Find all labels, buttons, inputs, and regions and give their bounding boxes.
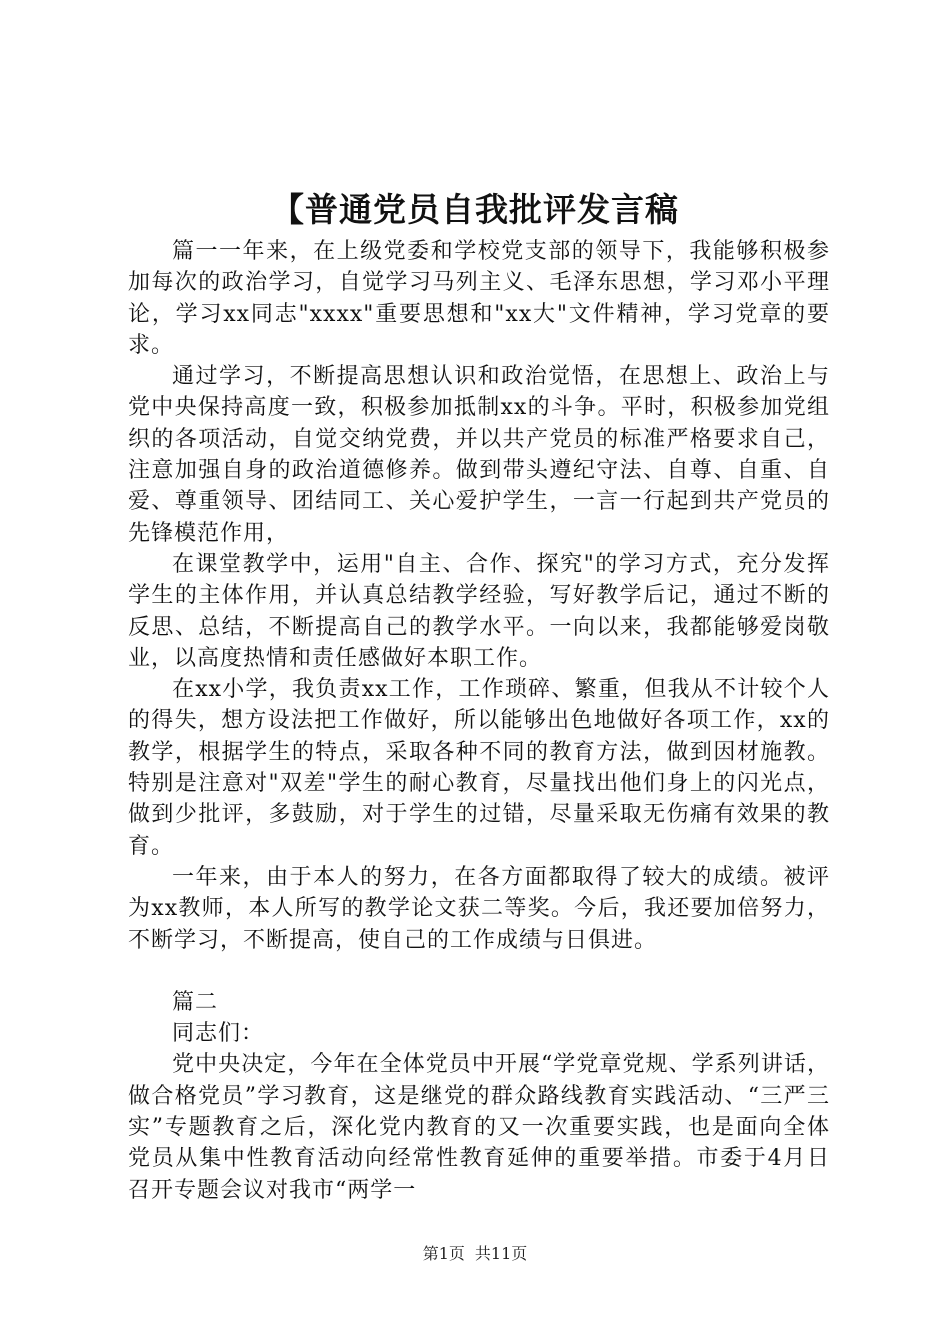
paragraph: 在xx小学，我负责xx工作，工作琐碎、繁重，但我从不计较个人的得失，想方设法把工作做好，所以能够出色地做好各项工作，xx的教学，根据学生的特点，采取各种不同的教育方法，做到因材施教。特别是注意对"双差"学生的耐心教育，尽量找出他们身上的闪光点，做到少批评，多鼓励，对于学生的过错，尽量采取无伤痛有效果的教育。 <box>128 677 830 859</box>
page-title: 【普通党员自我批评发言稿 <box>271 190 679 229</box>
page-total: 共11页 <box>474 1244 528 1263</box>
paragraph: 通过学习，不断提高思想认识和政治觉悟，在思想上、政治上与党中央保持高度一致，积极参加抵制xx的斗争。平时，积极参加党组织的各项活动，自觉交纳党费，并以共产党员的标准严格要求自己，注意加强自身的政治道德修养。做到带头遵纪守法、自尊、自重、自爱、尊重领导、团结同工、关心爱护学生，一言一行起到共产党员的先锋模范作用， <box>128 364 830 546</box>
paragraph: 党中央决定，今年在全体党员中开展“学党章党规、学系列讲话，做合格党员”学习教育，这是继党的群众路线教育实践活动、“三严三实”专题教育之后，深化党内教育的又一次重要实践，也是面向全体党员从集中性教育活动向经常性教育延伸的重要举措。市委于4月日召开专题会议对我市“两学一 <box>128 1052 830 1203</box>
paragraph: 在课堂教学中，运用"自主、合作、探究"的学习方式，充分发挥学生的主体作用，并认真总结教学经验，写好教学后记，通过不断的反思、总结，不断提高自己的教学水平。一向以来，我都能够爱岗敬业，以高度热情和责任感做好本职工作。 <box>128 551 830 671</box>
salutation: 同志们： <box>172 1021 265 1047</box>
page-footer <box>0 1244 950 1264</box>
page-number: 第1页 <box>422 1244 465 1263</box>
paragraph: 篇一一年来，在上级党委和学校党支部的领导下，我能够积极参加每次的政治学习，自觉学习马列主义、毛泽东思想，学习邓小平理论，学习xx同志"xxxx"重要思想和"xx大"文件精神，学习党章的要求。 <box>128 239 830 358</box>
paragraph: 一年来，由于本人的努力，在各方面都取得了较大的成绩。被评为xx教师，本人所写的教学论文获二等奖。今后，我还要加倍努力，不断学习，不断提高，使自己的工作成绩与日俱进。 <box>128 864 830 953</box>
document-body <box>128 236 830 1206</box>
section-heading: 篇二 <box>172 989 219 1015</box>
section-gap <box>128 956 830 987</box>
